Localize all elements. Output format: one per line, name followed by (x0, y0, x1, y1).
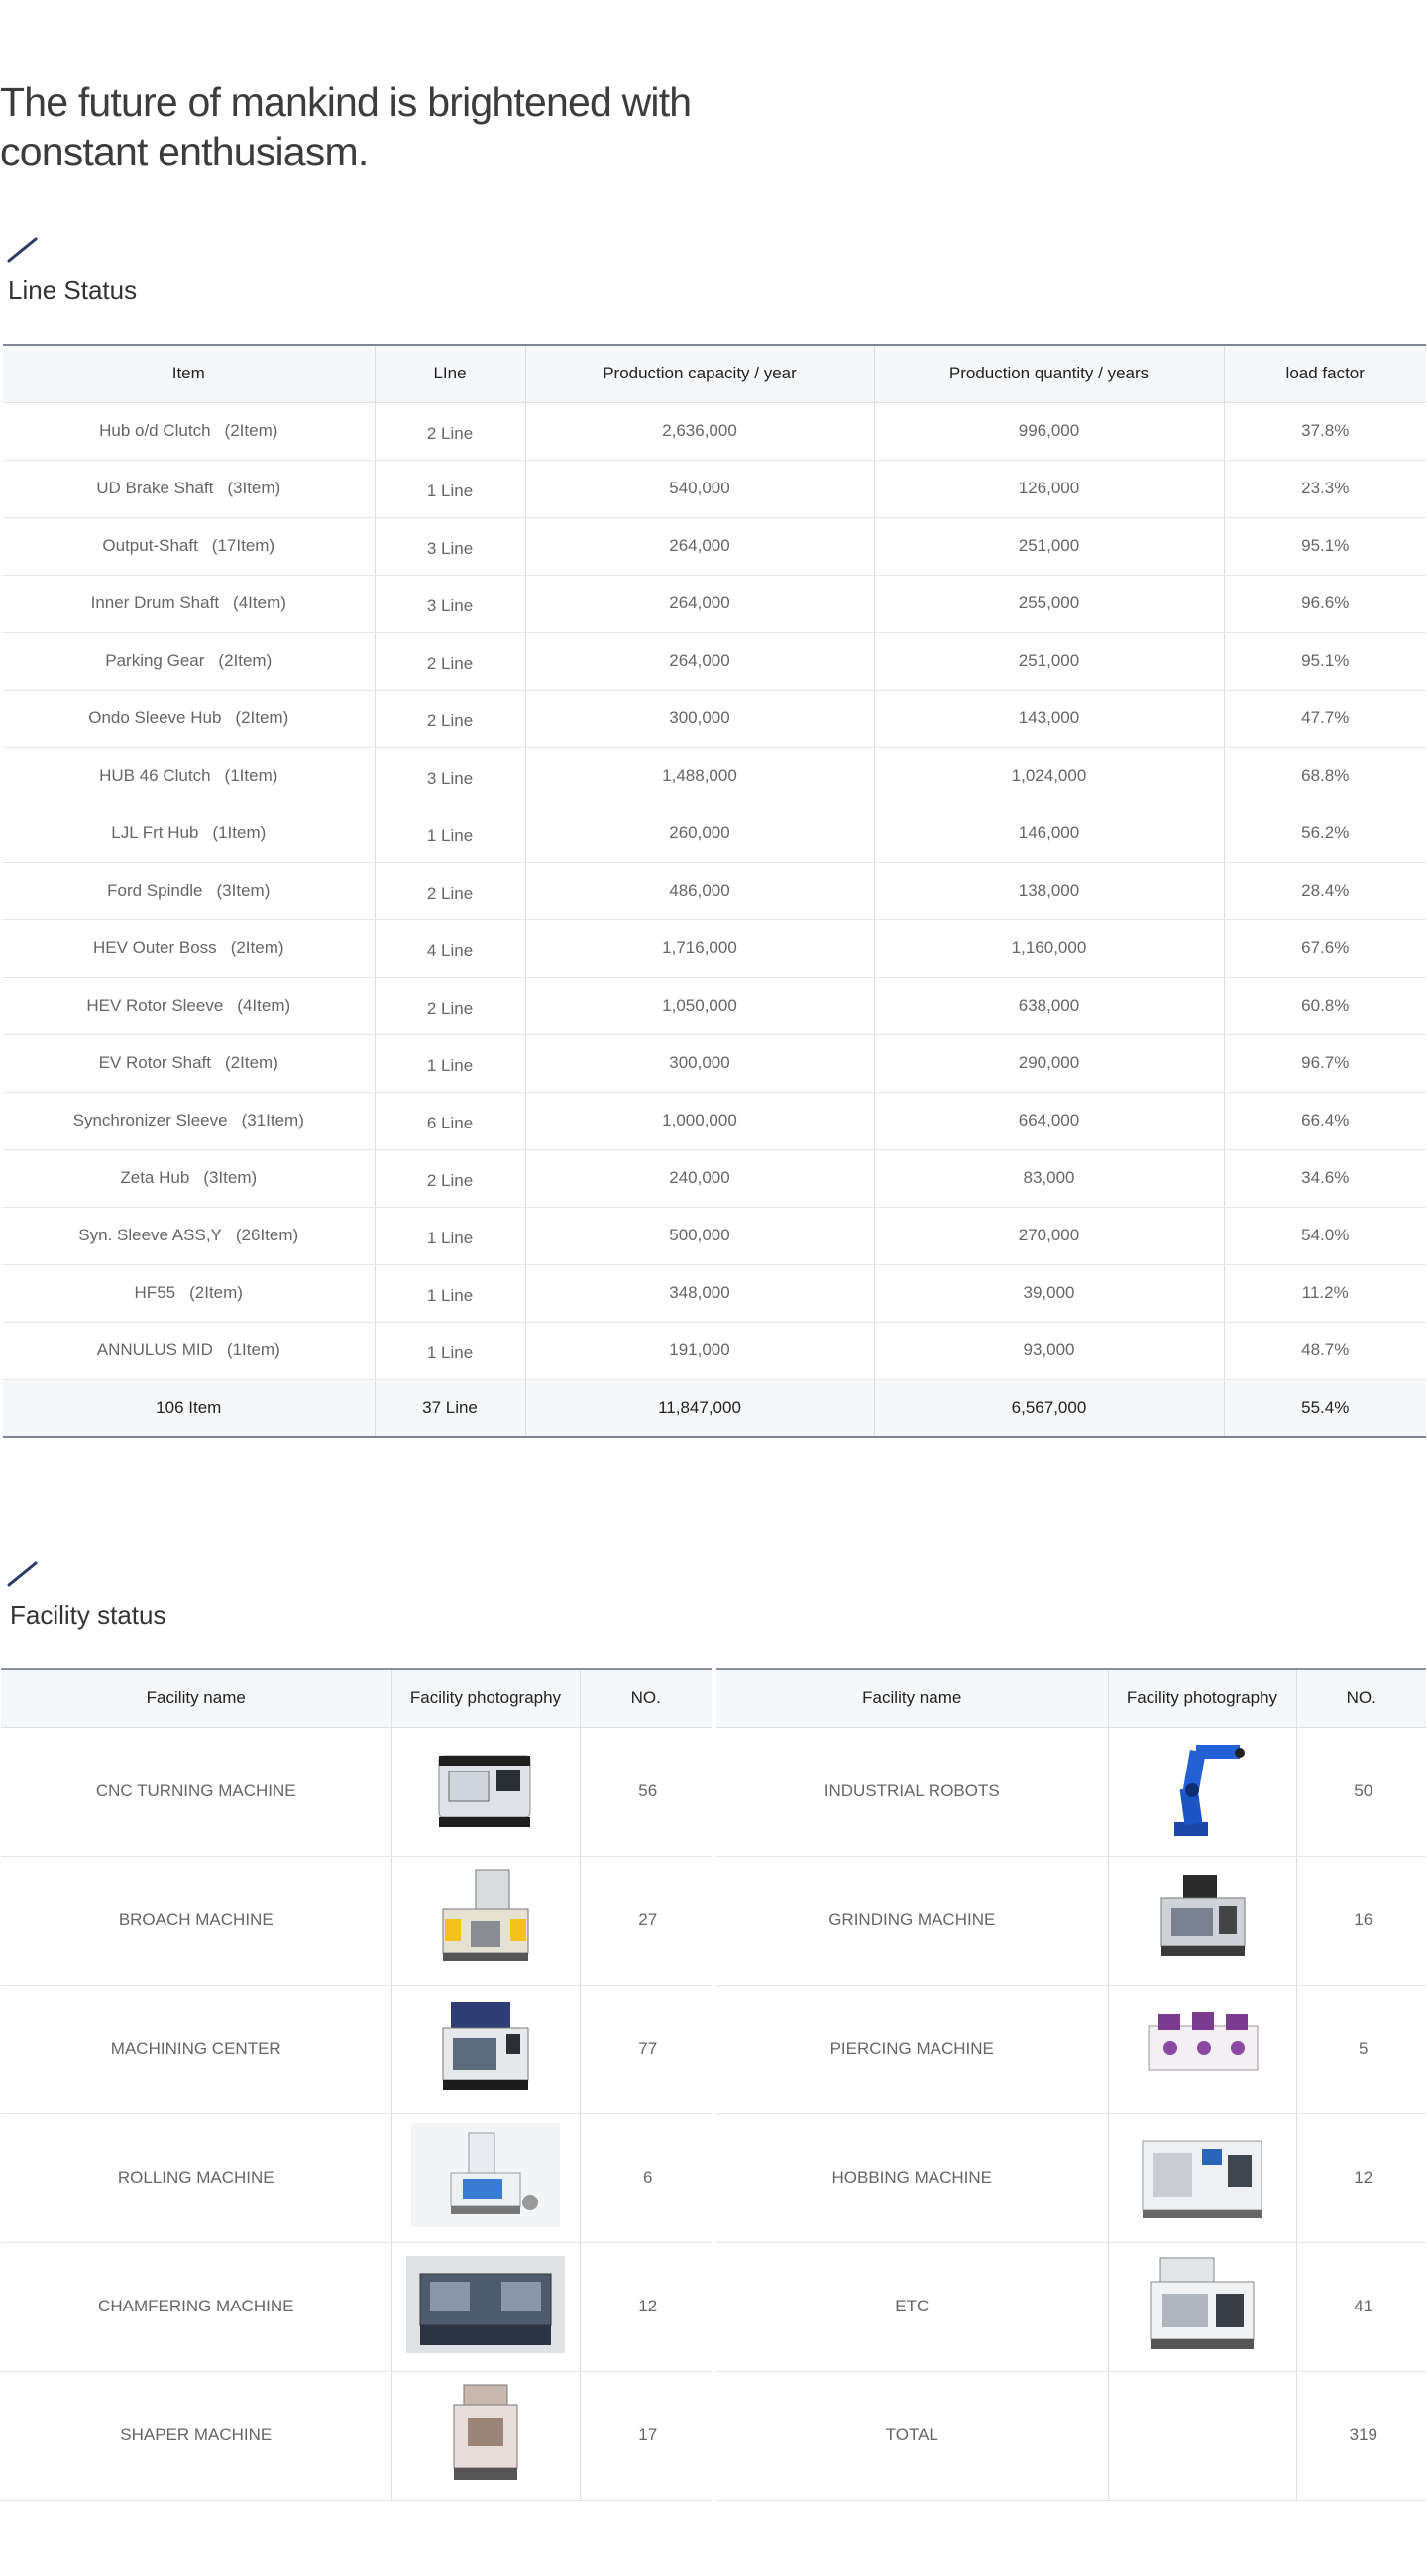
cnc-lathe-icon (431, 1742, 540, 1841)
item-count: (1Item) (226, 1341, 280, 1359)
cell-line: 2 Line (375, 632, 525, 690)
facility-photo-cell (1108, 1985, 1296, 2113)
facility-count: 5 (1296, 1985, 1426, 2113)
item-count: (4Item) (233, 593, 286, 612)
col-header-line: LIne (375, 345, 525, 402)
table-row (3, 747, 1426, 805)
facility-photo-cell (1108, 2371, 1296, 2500)
table-row (3, 460, 1426, 517)
cell-item (3, 977, 375, 1034)
table-row (3, 690, 1426, 747)
item-name: Syn. Sleeve ASS,Y (78, 1226, 222, 1244)
table-header-row (716, 1669, 1426, 1727)
facility-count: 16 (1296, 1856, 1426, 1985)
facility-photo-cell (1108, 1856, 1296, 1985)
item-count: (3Item) (203, 1168, 258, 1187)
item-name: UD Brake Shaft (96, 479, 214, 497)
table-row (3, 977, 1426, 1034)
cell-load: 95.1% (1224, 517, 1426, 575)
table-row (3, 402, 1426, 460)
item-count: (17Item) (211, 536, 275, 555)
table-row (1, 2242, 712, 2371)
cell-item (3, 862, 375, 919)
table-row (1, 1727, 712, 1856)
cell-line: 4 Line (375, 919, 525, 977)
facility-count: 17 (580, 2371, 712, 2500)
col-header-item: Item (3, 345, 375, 402)
cell-line: 3 Line (375, 747, 525, 805)
cell-line: 2 Line (375, 402, 525, 460)
cell-line: 1 Line (375, 1322, 525, 1379)
table-row (3, 632, 1426, 690)
cell-line: 1 Line (375, 1034, 525, 1092)
cell-item (3, 1034, 375, 1092)
machining-center-icon (431, 1994, 540, 2103)
item-name: Zeta Hub (120, 1168, 190, 1187)
robot-arm-icon (1153, 1737, 1252, 1846)
cell-load: 54.0% (1224, 1207, 1426, 1264)
table-row (3, 575, 1426, 632)
cell-quantity: 1,024,000 (874, 747, 1224, 805)
page-headline (0, 77, 753, 176)
facility-count: 41 (1296, 2242, 1426, 2371)
item-name: ANNULUS MID (96, 1341, 213, 1359)
facility-name: ROLLING MACHINE (1, 2113, 391, 2242)
facility-table-left (1, 1668, 712, 2501)
rolling-icon (411, 2123, 560, 2232)
cell-quantity: 93,000 (874, 1322, 1224, 1379)
cell-capacity: 264,000 (525, 632, 874, 690)
item-count: (1Item) (212, 823, 267, 842)
table-row (3, 1322, 1426, 1379)
cell-item (3, 517, 375, 575)
cell-quantity: 1,160,000 (874, 919, 1224, 977)
cell-load: 96.6% (1224, 575, 1426, 632)
cell-capacity: 240,000 (525, 1149, 874, 1207)
table-row (3, 1207, 1426, 1264)
table-row (1, 1985, 712, 2113)
item-name: Output-Shaft (102, 536, 198, 555)
col-header-load: load factor (1224, 345, 1426, 402)
cell-quantity: 126,000 (874, 460, 1224, 517)
facility-photo-cell (391, 1985, 580, 2113)
item-count: (4Item) (237, 996, 291, 1015)
facility-name: CNC TURNING MACHINE (1, 1727, 391, 1856)
cell-load: 68.8% (1224, 747, 1426, 805)
facility-count: 56 (580, 1727, 712, 1856)
item-count: (3Item) (227, 479, 281, 497)
facility-name: HOBBING MACHINE (716, 2113, 1108, 2242)
facility-count: 77 (580, 1985, 712, 2113)
cell-load: 48.7% (1224, 1322, 1426, 1379)
cell-load: 67.6% (1224, 919, 1426, 977)
item-name: HEV Outer Boss (92, 938, 217, 957)
table-row (716, 2242, 1426, 2371)
table-row (3, 919, 1426, 977)
facility-name: GRINDING MACHINE (716, 1856, 1108, 1985)
cell-item (3, 575, 375, 632)
facility-photo-cell (391, 1727, 580, 1856)
cell-load: 28.4% (1224, 862, 1426, 919)
item-count: (1Item) (224, 766, 278, 785)
cell-load: 95.1% (1224, 632, 1426, 690)
facility-photo-cell (1108, 1727, 1296, 1856)
facility-name: TOTAL (716, 2371, 1108, 2500)
cell-capacity: 486,000 (525, 862, 874, 919)
cell-capacity: 1,000,000 (525, 1092, 874, 1149)
cell-load: 23.3% (1224, 460, 1426, 517)
line-status-table (3, 344, 1426, 1438)
cell-item (3, 747, 375, 805)
facility-count: 12 (580, 2242, 712, 2371)
facility-status-title: Facility status (10, 1600, 166, 1630)
item-count: (2Item) (224, 421, 278, 440)
table-row (3, 1149, 1426, 1207)
col-header-capacity: Production capacity / year (525, 345, 874, 402)
shaper-icon (434, 2379, 538, 2493)
cell-capacity: 348,000 (525, 1264, 874, 1322)
cell-load: 60.8% (1224, 977, 1426, 1034)
facility-name: INDUSTRIAL ROBOTS (716, 1727, 1108, 1856)
cell-quantity: 143,000 (874, 690, 1224, 747)
cell-item (3, 805, 375, 862)
cell-quantity: 255,000 (874, 575, 1224, 632)
facility-photo-cell (1108, 2113, 1296, 2242)
cell-capacity: 540,000 (525, 460, 874, 517)
table-total-row (3, 1379, 1426, 1437)
col-header-facility-photo: Facility photography (391, 1669, 580, 1727)
item-count: (26Item) (235, 1226, 299, 1244)
col-header-quantity: Production quantity / years (874, 345, 1224, 402)
item-name: Hub o/d Clutch (99, 421, 211, 440)
cell-load: 37.8% (1224, 402, 1426, 460)
cell-item (3, 690, 375, 747)
cell-load: 34.6% (1224, 1149, 1426, 1207)
cell-quantity: 138,000 (874, 862, 1224, 919)
cell-capacity: 1,050,000 (525, 977, 874, 1034)
table-row (3, 1034, 1426, 1092)
item-count: (2Item) (235, 708, 289, 727)
piercing-icon (1141, 2004, 1264, 2093)
cell-line: 1 Line (375, 1207, 525, 1264)
table-header-row (3, 345, 1426, 402)
col-header-no: NO. (580, 1669, 712, 1727)
facility-count: 27 (580, 1856, 712, 1985)
item-count: (2Item) (230, 938, 284, 957)
item-count: (2Item) (189, 1283, 243, 1302)
cell-item (3, 460, 375, 517)
chamfering-icon (406, 2256, 565, 2358)
facility-name: BROACH MACHINE (1, 1856, 391, 1985)
cell-capacity: 264,000 (525, 517, 874, 575)
facility-photo-cell (391, 1856, 580, 1985)
item-name: Ford Spindle (107, 881, 203, 900)
facility-photo-cell (391, 2371, 580, 2500)
line-status-title: Line Status (8, 275, 138, 305)
grinder-icon (1148, 1869, 1257, 1973)
cell-item (3, 1322, 375, 1379)
item-count: (3Item) (216, 881, 271, 900)
total-item: 106 Item (3, 1379, 375, 1437)
facility-photo-cell (391, 2242, 580, 2371)
cell-item (3, 1264, 375, 1322)
cell-load: 96.7% (1224, 1034, 1426, 1092)
cell-capacity: 300,000 (525, 1034, 874, 1092)
item-name: HF55 (134, 1283, 176, 1302)
table-row (3, 517, 1426, 575)
cell-line: 3 Line (375, 517, 525, 575)
cell-line: 2 Line (375, 1149, 525, 1207)
cell-capacity: 1,488,000 (525, 747, 874, 805)
cell-item (3, 1092, 375, 1149)
cell-quantity: 996,000 (874, 402, 1224, 460)
item-name: Inner Drum Shaft (90, 593, 220, 612)
cell-quantity: 39,000 (874, 1264, 1224, 1322)
cell-capacity: 191,000 (525, 1322, 874, 1379)
total-load: 55.4% (1224, 1379, 1426, 1437)
table-row (716, 1985, 1426, 2113)
cell-item (3, 402, 375, 460)
cell-item (3, 1149, 375, 1207)
table-row (716, 2371, 1426, 2500)
item-name: Ondo Sleeve Hub (88, 708, 222, 727)
cell-capacity: 2,636,000 (525, 402, 874, 460)
cell-line: 1 Line (375, 1264, 525, 1322)
table-row (1, 1856, 712, 1985)
cell-quantity: 638,000 (874, 977, 1224, 1034)
cell-item (3, 1207, 375, 1264)
cell-capacity: 264,000 (525, 575, 874, 632)
total-capacity: 11,847,000 (525, 1379, 874, 1437)
col-header-no: NO. (1296, 1669, 1426, 1727)
facility-count: 319 (1296, 2371, 1426, 2500)
cell-capacity: 260,000 (525, 805, 874, 862)
facility-photo-cell (391, 2113, 580, 2242)
section-slash-icon (6, 236, 38, 264)
table-row (1, 2113, 712, 2242)
total-line: 37 Line (375, 1379, 525, 1437)
cell-quantity: 251,000 (874, 517, 1224, 575)
hobbing-icon (1133, 2123, 1271, 2232)
cell-line: 3 Line (375, 575, 525, 632)
cell-item (3, 632, 375, 690)
cell-load: 56.2% (1224, 805, 1426, 862)
cell-line: 6 Line (375, 1092, 525, 1149)
cell-quantity: 290,000 (874, 1034, 1224, 1092)
cell-item (3, 919, 375, 977)
facility-name: ETC (716, 2242, 1108, 2371)
section-slash-icon (6, 1560, 38, 1588)
total-quantity: 6,567,000 (874, 1379, 1224, 1437)
item-name: LJL Frt Hub (111, 823, 199, 842)
cell-load: 11.2% (1224, 1264, 1426, 1322)
item-count: (2Item) (218, 651, 273, 670)
item-count: (2Item) (225, 1053, 278, 1072)
facility-count: 50 (1296, 1727, 1426, 1856)
table-row (716, 2113, 1426, 2242)
facility-name: PIERCING MACHINE (716, 1985, 1108, 2113)
cell-load: 66.4% (1224, 1092, 1426, 1149)
cell-quantity: 664,000 (874, 1092, 1224, 1149)
table-row (3, 1264, 1426, 1322)
table-row (1, 2371, 712, 2500)
table-header-row (1, 1669, 712, 1727)
table-row (716, 1856, 1426, 1985)
cell-load: 47.7% (1224, 690, 1426, 747)
table-row (716, 1727, 1426, 1856)
facility-name: CHAMFERING MACHINE (1, 2242, 391, 2371)
item-count: (31Item) (241, 1111, 304, 1129)
etc-machine-icon (1141, 2250, 1264, 2364)
facility-name: MACHINING CENTER (1, 1985, 391, 2113)
table-row (3, 862, 1426, 919)
facility-count: 6 (580, 2113, 712, 2242)
cell-line: 1 Line (375, 805, 525, 862)
cell-capacity: 300,000 (525, 690, 874, 747)
cell-line: 1 Line (375, 460, 525, 517)
facility-name: SHAPER MACHINE (1, 2371, 391, 2500)
facility-table-right (716, 1668, 1426, 2501)
col-header-facility-name: Facility name (716, 1669, 1108, 1727)
item-name: EV Rotor Shaft (98, 1053, 212, 1072)
headline-line-1: The future of mankind is brightened with (0, 79, 692, 125)
table-row (3, 805, 1426, 862)
col-header-facility-name: Facility name (1, 1669, 391, 1727)
cell-quantity: 270,000 (874, 1207, 1224, 1264)
cell-quantity: 251,000 (874, 632, 1224, 690)
headline-line-2: constant enthusiasm. (0, 129, 369, 174)
facility-count: 12 (1296, 2113, 1426, 2242)
cell-capacity: 1,716,000 (525, 919, 874, 977)
broach-icon (431, 1864, 540, 1978)
cell-capacity: 500,000 (525, 1207, 874, 1264)
cell-line: 2 Line (375, 690, 525, 747)
cell-line: 2 Line (375, 977, 525, 1034)
cell-line: 2 Line (375, 862, 525, 919)
cell-quantity: 83,000 (874, 1149, 1224, 1207)
table-row (3, 1092, 1426, 1149)
item-name: Parking Gear (105, 651, 205, 670)
item-name: HUB 46 Clutch (99, 766, 211, 785)
item-name: HEV Rotor Sleeve (86, 996, 224, 1015)
cell-quantity: 146,000 (874, 805, 1224, 862)
item-name: Synchronizer Sleeve (72, 1111, 228, 1129)
facility-photo-cell (1108, 2242, 1296, 2371)
col-header-facility-photo: Facility photography (1108, 1669, 1296, 1727)
